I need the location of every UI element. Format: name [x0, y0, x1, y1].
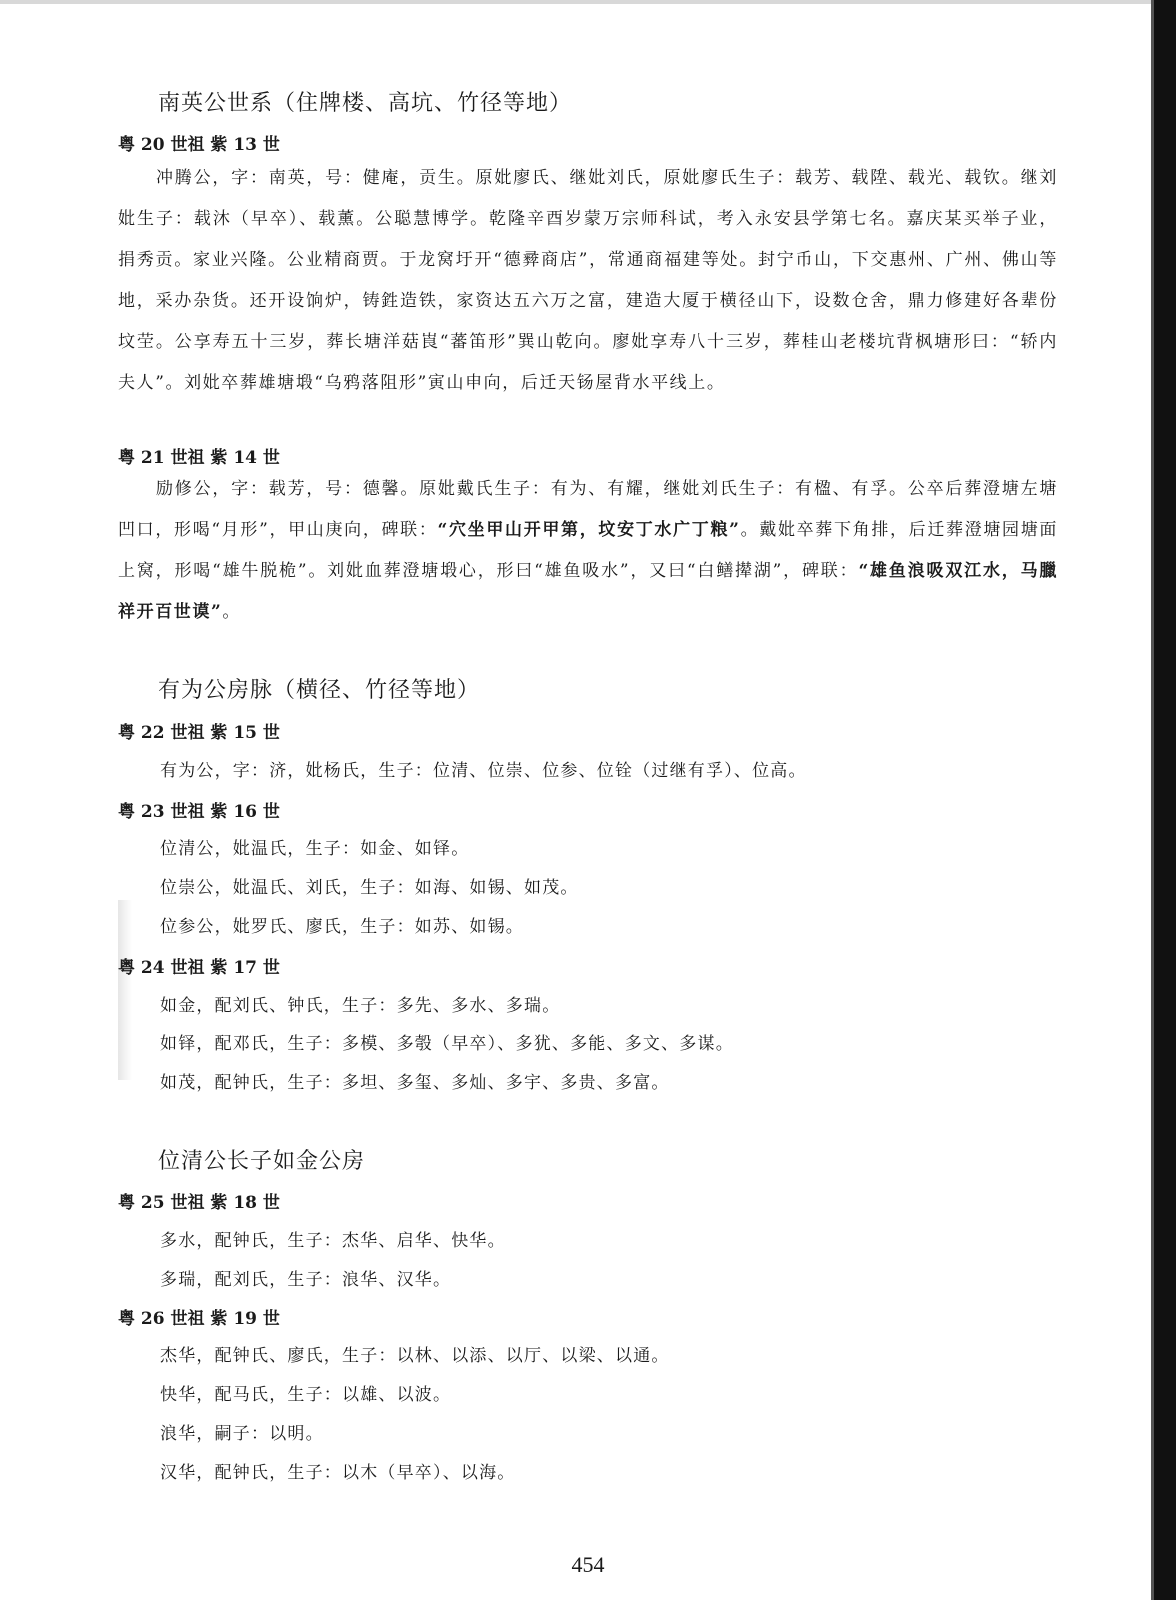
genealogy-entry: 位清公，妣温氏，生子：如金、如铎。 [160, 839, 470, 859]
section-heading-nanying: 南英公世系（住牌楼、高坑、竹径等地） [158, 91, 573, 116]
genealogy-entry: 多水，配钟氏，生子：杰华、启华、快华。 [160, 1231, 506, 1251]
genealogy-entry: 杰华，配钟氏、廖氏，生子：以林、以添、以厅、以梁、以通。 [160, 1346, 670, 1366]
genealogy-entry: 有为公，字：济，妣杨氏，生子：位清、位崇、位参、位铨（过继有孚）、位高。 [160, 761, 807, 781]
genealogy-entry: 汉华，配钟氏，生子：以木（早卒）、以海。 [160, 1463, 516, 1483]
tomb-couplet: “穴坐甲山开甲第，坟安丁水广丁粮” [437, 520, 741, 540]
biography-text: 。戴妣卒葬下角排，后迁葬澄塘园塘面上窝，形喝“雄牛脱桅”。刘妣血葬澄塘塅心，形曰“雄鱼吸水”，又曰“白鳝撵湖”，碑联： [118, 520, 1058, 581]
genealogy-entry: 位参公，妣罗氏、廖氏，生子：如苏、如锡。 [160, 917, 524, 937]
section-heading-rujin: 位清公长子如金公房 [158, 1149, 366, 1174]
scan-top-edge [0, 0, 1176, 4]
page-number: 454 [571, 1552, 605, 1577]
generation-label-23: 粤 23 世祖 紫 16 世 [118, 802, 280, 822]
biography-text: 励修公，字：载芳，号：德馨。原妣戴氏生子：有为、有耀，继妣刘氏生子：有楹、有孚。公卒后葬澄塘左塘凹口，形喝“月形”，甲山庚向，碑联： [118, 479, 1058, 540]
biography-lixiu [118, 469, 1058, 633]
section-heading-youwei: 有为公房脉（横径、竹径等地） [158, 678, 481, 703]
generation-label-22: 粤 22 世祖 紫 15 世 [118, 723, 280, 743]
biography-chongteng: 冲腾公，字：南英，号：健庵，贡生。原妣廖氏、继妣刘氏，原妣廖氏生子：载芳、载陞、载光、载钦。继刘妣生子：载沐（早卒）、载薰。公聪慧博学。乾隆辛酉岁蒙万宗师科试，考入永安县学第七名。嘉庆某买举子业，捐秀贡。家业兴隆。公业精商贾。于龙窝圩开“德彛商店”，常通商福建等处。封宁币山，下交惠州、广州、佛山等地，采办杂货。还开设饷炉，铸鉎造铁，家资达五六万之富，建造大厦于横径山下，设数仓舍，鼎力修建好各辈份坟茔。公享寿五十三岁，葬长塘洋菇崀“蕃笛形”巽山乾向。廖妣享寿八十三岁，葬桂山老楼坑背枫塘形曰：“轿内夫人”。刘妣卒葬雄塘塅“乌鸦落阻形”寅山申向，后迁天钖屋背水平线上。 [118, 168, 1058, 393]
genealogy-entry: 如金，配刘氏、钟氏，生子：多先、多水、多瑞。 [160, 996, 561, 1016]
tomb-couplet: “雄鱼浪吸双江水，马臘祥开百世谟” [118, 561, 1058, 622]
genealogy-entry: 位崇公，妣温氏、刘氏，生子：如海、如锡、如茂。 [160, 878, 579, 898]
genealogy-entry: 快华，配马氏，生子：以雄、以波。 [160, 1385, 452, 1405]
generation-label-21: 粤 21 世祖 紫 14 世 [118, 448, 280, 468]
generation-label-24: 粤 24 世祖 紫 17 世 [118, 958, 280, 978]
generation-label-20: 粤 20 世祖 紫 13 世 [118, 135, 280, 155]
genealogy-entry: 浪华，嗣子：以明。 [160, 1424, 324, 1444]
generation-label-26: 粤 26 世祖 紫 19 世 [118, 1309, 280, 1329]
genealogy-entry: 如茂，配钟氏，生子：多坦、多玺、多灿、多宇、多贵、多富。 [160, 1073, 670, 1093]
scan-right-edge-line [1151, 0, 1154, 1600]
scan-right-edge [1154, 0, 1176, 1600]
generation-label-25: 粤 25 世祖 紫 18 世 [118, 1193, 280, 1213]
biography-text: 。 [222, 602, 241, 622]
genealogy-entry: 多瑞，配刘氏，生子：浪华、汉华。 [160, 1270, 452, 1290]
genealogy-entry: 如铎，配邓氏，生子：多模、多彀（早卒）、多犹、多能、多文、多谋。 [160, 1034, 734, 1054]
